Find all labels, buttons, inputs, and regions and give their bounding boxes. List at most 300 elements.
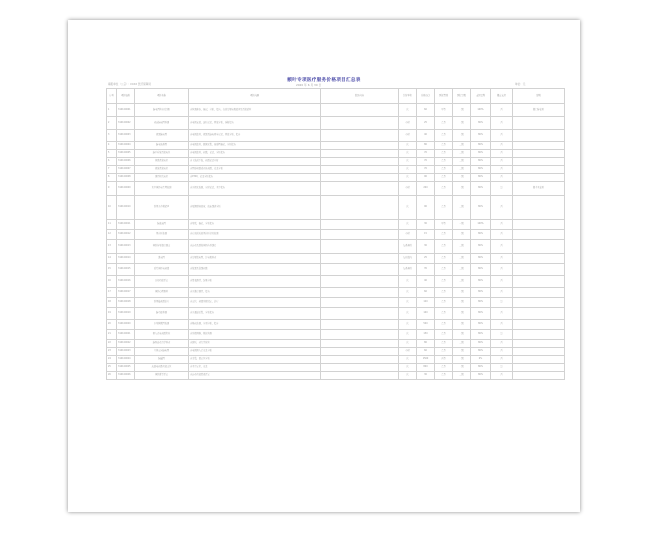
cell-price: 70	[417, 166, 435, 174]
cell-price: 60	[417, 104, 435, 117]
cell-limit: 是	[491, 330, 513, 340]
cell-unit: 次	[399, 150, 417, 158]
table-row	[107, 254, 565, 264]
cell-cat: 乙类	[435, 372, 453, 380]
cell-remark	[513, 340, 565, 348]
filing-unit: 填报单位（公章）：XXXX 医疗保障局	[108, 83, 151, 86]
cell-unit: 小时	[399, 230, 417, 240]
cell-name: 肌电图	[135, 254, 189, 264]
cell-cat: 乙类	[435, 150, 453, 158]
column-header: 限定支付	[491, 89, 513, 104]
cell-ratio: 100%	[471, 104, 491, 117]
cell-remark	[513, 308, 565, 320]
table-row	[107, 276, 565, 288]
cell-content: 含参数调整，阻抗检测	[189, 330, 321, 340]
table-row	[107, 174, 565, 182]
column-header: 医保类别	[435, 89, 453, 104]
table-row	[107, 150, 565, 158]
cell-idx: 6	[107, 158, 117, 166]
cell-content: 含术中定位，记录	[189, 364, 321, 372]
table-row	[107, 330, 565, 340]
cell-limit: 否	[491, 264, 513, 276]
cell-price: 80	[417, 340, 435, 348]
cell-code: 310100001	[117, 104, 135, 117]
cell-code: 310100017	[117, 288, 135, 298]
cell-ratio: 0%	[471, 356, 491, 364]
cell-name: 脑干听觉诱发电位	[135, 150, 189, 158]
cell-note	[321, 182, 399, 196]
cell-unit: 每块肌肉	[399, 254, 417, 264]
cell-note	[321, 320, 399, 330]
cell-grade: 三级	[453, 174, 471, 182]
column-header: 项目编码	[117, 89, 135, 104]
cell-idx: 22	[107, 340, 117, 348]
cell-unit: 次	[399, 196, 417, 220]
column-header: 医院等级	[453, 89, 471, 104]
cell-cat: 乙类	[435, 130, 453, 142]
document-date: 2020 年 6 月 30 日	[296, 83, 322, 87]
cell-code: 310100014	[117, 254, 135, 264]
cell-content: 含运动及感觉神经传导速度	[189, 240, 321, 254]
cell-ratio: 80%	[471, 298, 491, 308]
cell-name: 多导睡眠图监测	[135, 320, 189, 330]
cell-limit: 否	[491, 117, 513, 130]
cell-idx: 7	[107, 166, 117, 174]
cell-cat: 乙类	[435, 364, 453, 372]
cell-limit: 否	[491, 356, 513, 364]
cell-cat: 乙类	[435, 340, 453, 348]
cell-content: 含电极放置，数据采集，地形图描记，分析报告	[189, 142, 321, 150]
cell-cat: 乙类	[435, 308, 453, 320]
cell-remark	[513, 264, 565, 276]
cell-name: 脑功能检测	[135, 308, 189, 320]
cell-price: 90	[417, 196, 435, 220]
cell-idx: 4	[107, 142, 117, 150]
cell-price: 500	[417, 320, 435, 330]
cell-idx: 9	[107, 182, 117, 196]
cell-grade: 三级	[453, 348, 471, 356]
cell-unit: 次	[399, 298, 417, 308]
cell-unit: 次	[399, 142, 417, 150]
cell-ratio: 80%	[471, 288, 491, 298]
cell-content: 含整夜监测，分期分析，报告	[189, 320, 321, 330]
cell-name: 认知功能评定	[135, 276, 189, 288]
cell-ratio: 80%	[471, 320, 491, 330]
cell-limit: 是	[491, 298, 513, 308]
cell-note	[321, 150, 399, 158]
cell-ratio: 80%	[471, 372, 491, 380]
cell-code: 310100019	[117, 308, 135, 320]
cell-note	[321, 230, 399, 240]
cell-cat: 乙类	[435, 276, 453, 288]
table-row	[107, 308, 565, 320]
cell-content: 含常规肌电图，针电极检查	[189, 254, 321, 264]
cell-content: 含上肢或下肢，刺激记录分析	[189, 158, 321, 166]
cell-note	[321, 298, 399, 308]
cell-note	[321, 348, 399, 356]
cell-limit: 否	[491, 240, 513, 254]
table-row	[107, 117, 565, 130]
cell-idx: 10	[107, 196, 117, 220]
cell-content: 含电极安放，连续记录，回放分析，诊断报告	[189, 117, 321, 130]
cell-price: 60	[417, 288, 435, 298]
cell-name: 神经康复评定	[135, 372, 189, 380]
cell-grade: 二级	[453, 158, 471, 166]
cell-grade: 二级	[453, 340, 471, 348]
cell-cat: 乙类	[435, 254, 453, 264]
cell-idx: 11	[107, 220, 117, 230]
cell-unit: 次	[399, 158, 417, 166]
cell-unit: 次	[399, 364, 417, 372]
cell-note	[321, 264, 399, 276]
cell-name: 经颅多普勒超声	[135, 196, 189, 220]
cell-grade: 三级	[453, 330, 471, 340]
table-row	[107, 298, 565, 308]
cell-cat: 乙类	[435, 158, 453, 166]
cell-limit: 否	[491, 196, 513, 220]
cell-content: 含双侧颞窗枕窗，血流频谱分析	[189, 196, 321, 220]
cell-code: 310100016	[117, 276, 135, 288]
cell-name: 重复神经电刺激	[135, 264, 189, 276]
table-row	[107, 182, 565, 196]
column-header: 除外内容	[321, 89, 399, 104]
cell-remark	[513, 158, 565, 166]
cell-unit: 次	[399, 330, 417, 340]
cell-ratio: 80%	[471, 142, 491, 150]
cell-code: 310100021	[117, 330, 135, 340]
cell-remark	[513, 320, 565, 330]
cell-cat: 乙类	[435, 174, 453, 182]
cell-note	[321, 330, 399, 340]
cell-ratio: 80%	[471, 308, 491, 320]
column-header: 项目内涵	[189, 89, 321, 104]
cell-cat: 乙类	[435, 240, 453, 254]
cell-limit: 否	[491, 130, 513, 142]
table-row	[107, 320, 565, 330]
cell-remark	[513, 220, 565, 230]
cell-remark	[513, 166, 565, 174]
cell-remark	[513, 298, 565, 308]
document-page	[68, 20, 580, 512]
cell-idx: 25	[107, 364, 117, 372]
cell-cat: 丙类	[435, 356, 453, 364]
cell-price: 60	[417, 348, 435, 356]
cell-content: 含检测准备，描记，分析，报告。包括常规电极放置及诱发试验	[189, 104, 321, 117]
cell-name: 体感诱发电位	[135, 158, 189, 166]
cell-remark	[513, 254, 565, 264]
cell-idx: 15	[107, 264, 117, 276]
cell-grade: 二级	[453, 254, 471, 264]
cell-content: 含电极放置，视频及脑电同步记录，回放分析，报告	[189, 130, 321, 142]
cell-grade: 二级	[453, 240, 471, 254]
cell-note	[321, 196, 399, 220]
cell-code: 310100026	[117, 372, 135, 380]
cell-note	[321, 372, 399, 380]
table-row	[107, 166, 565, 174]
cell-unit: 次	[399, 276, 417, 288]
cell-grade: 三级	[453, 130, 471, 142]
cell-code: 310100007	[117, 166, 135, 174]
cell-cat: 乙类	[435, 182, 453, 196]
cell-idx: 1	[107, 104, 117, 117]
table-row	[107, 158, 565, 166]
cell-remark	[513, 230, 565, 240]
cell-cat: 乙类	[435, 298, 453, 308]
cell-code: 310100012	[117, 230, 135, 240]
cell-note	[321, 276, 399, 288]
column-header: 计价单位	[399, 89, 417, 104]
cell-idx: 21	[107, 330, 117, 340]
cell-grade: 三级	[453, 117, 471, 130]
cell-ratio: 80%	[471, 276, 491, 288]
table-header-row	[107, 89, 565, 104]
cell-remark	[513, 276, 565, 288]
table-row	[107, 372, 565, 380]
table-row	[107, 364, 565, 372]
cell-grade: 三级	[453, 364, 471, 372]
cell-limit: 否	[491, 372, 513, 380]
cell-name: 事件相关电位	[135, 174, 189, 182]
cell-unit: 次	[399, 320, 417, 330]
cell-idx: 18	[107, 298, 117, 308]
cell-content: 含低频及高频刺激	[189, 264, 321, 276]
cell-remark	[513, 288, 565, 298]
cell-limit: 否	[491, 104, 513, 117]
column-header: 序号	[107, 89, 117, 104]
cell-price: 200	[417, 182, 435, 196]
cell-name: 立体定向脑电图	[135, 348, 189, 356]
cell-unit: 次	[399, 220, 417, 230]
cell-remark	[513, 348, 565, 356]
cell-cat: 乙类	[435, 348, 453, 356]
cell-grade: 三级	[453, 308, 471, 320]
cell-code: 310100025	[117, 364, 135, 372]
cell-code: 310100004	[117, 142, 135, 150]
cell-unit: 每条神经	[399, 240, 417, 254]
cell-name: 脑电图检查(常规)	[135, 104, 189, 117]
cell-idx: 14	[107, 254, 117, 264]
cell-price: 30	[417, 372, 435, 380]
cell-name: 视觉诱发电位	[135, 166, 189, 174]
cell-cat: 乙类	[435, 330, 453, 340]
cell-idx: 8	[107, 174, 117, 182]
cell-note	[321, 166, 399, 174]
cell-cat: 乙类	[435, 264, 453, 276]
cell-code: 310100024	[117, 356, 135, 364]
cell-code: 310100009	[117, 182, 135, 196]
table-row	[107, 104, 565, 117]
cell-note	[321, 364, 399, 372]
cell-code: 310100015	[117, 264, 135, 276]
cell-content: 含多通道采集，分析报告	[189, 308, 321, 320]
cell-idx: 26	[107, 372, 117, 380]
cell-name: 视频脑电图	[135, 130, 189, 142]
cell-content: 含多模式监测，实时记录，术中报告	[189, 182, 321, 196]
cell-unit: 次	[399, 104, 417, 117]
cell-note	[321, 104, 399, 117]
cell-remark	[513, 142, 565, 150]
cell-grade: 三级	[453, 298, 471, 308]
cell-price: 35	[417, 264, 435, 276]
cell-cat: 乙类	[435, 142, 453, 150]
cell-note	[321, 158, 399, 166]
cell-unit: 次	[399, 166, 417, 174]
cell-cat: 乙类	[435, 196, 453, 220]
cell-remark	[513, 117, 565, 130]
cell-idx: 19	[107, 308, 117, 320]
table-row	[107, 220, 565, 230]
cell-note	[321, 174, 399, 182]
cell-remark	[513, 196, 565, 220]
cell-idx: 23	[107, 348, 117, 356]
cell-price: 80	[417, 142, 435, 150]
cell-unit: 次	[399, 174, 417, 182]
cell-name: 术中神经电生理监测	[135, 182, 189, 196]
cell-ratio: 80%	[471, 364, 491, 372]
cell-idx: 5	[107, 150, 117, 158]
cell-idx: 16	[107, 276, 117, 288]
cell-cat: 乙类	[435, 288, 453, 298]
page-fade	[68, 392, 580, 512]
price-table	[106, 88, 565, 380]
cell-limit: 否	[491, 308, 513, 320]
cell-limit: 是	[491, 364, 513, 372]
cell-note	[321, 340, 399, 348]
cell-idx: 13	[107, 240, 117, 254]
cell-cat: 乙类	[435, 230, 453, 240]
cell-grade: 三级	[453, 356, 471, 364]
cell-ratio: 80%	[471, 264, 491, 276]
cell-ratio: 80%	[471, 340, 491, 348]
cell-unit: 小时	[399, 182, 417, 196]
cell-ratio: 80%	[471, 348, 491, 356]
cell-name: 脑脊液动力学检查	[135, 340, 189, 348]
cell-remark: 限门诊使用	[513, 104, 565, 117]
cell-cat: 乙类	[435, 320, 453, 330]
cell-unit: 小时	[399, 348, 417, 356]
cell-content: 含图形刺激或闪光刺激，记录分析	[189, 166, 321, 174]
table-row	[107, 130, 565, 142]
cell-limit: 否	[491, 150, 513, 158]
table-row	[107, 142, 565, 150]
cell-limit: 否	[491, 142, 513, 150]
cell-limit: 否	[491, 288, 513, 298]
cell-code: 310100022	[117, 340, 135, 348]
cell-grade: 一级	[453, 220, 471, 230]
cell-code: 310100010	[117, 196, 135, 220]
cell-limit: 否	[491, 320, 513, 330]
cell-grade: 三级	[453, 230, 471, 240]
column-header: 支付比例	[471, 89, 491, 104]
cell-remark	[513, 150, 565, 158]
cell-unit: 次	[399, 372, 417, 380]
cell-remark	[513, 364, 565, 372]
cell-price: 100	[417, 308, 435, 320]
cell-code: 310100013	[117, 240, 135, 254]
cell-price: 70	[417, 150, 435, 158]
cell-code: 310100005	[117, 150, 135, 158]
cell-unit: 次	[399, 340, 417, 348]
cell-idx: 3	[107, 130, 117, 142]
cell-grade: 二级	[453, 196, 471, 220]
table-row	[107, 264, 565, 276]
cell-content: 含有创或无创颅内压持续监测	[189, 230, 321, 240]
cell-content: 含电极植入后记录分析	[189, 348, 321, 356]
cell-name: 皮层电刺激功能定位	[135, 364, 189, 372]
cell-name: 颅内压监测	[135, 230, 189, 240]
cell-unit: 次	[399, 308, 417, 320]
cell-code: 310100008	[117, 174, 135, 182]
cell-price: 40	[417, 130, 435, 142]
cell-code: 310100011	[117, 220, 135, 230]
currency-unit: 单位：元	[515, 83, 526, 86]
cell-name: 神经传导速度测定	[135, 240, 189, 254]
cell-ratio: 80%	[471, 158, 491, 166]
cell-ratio: 80%	[471, 166, 491, 174]
cell-limit: 否	[491, 158, 513, 166]
cell-remark	[513, 372, 565, 380]
cell-price: 30	[417, 220, 435, 230]
cell-unit: 小时	[399, 130, 417, 142]
cell-name: 脑血流图	[135, 220, 189, 230]
cell-name: 神经心理测验	[135, 288, 189, 298]
cell-limit: 否	[491, 174, 513, 182]
cell-cat: 乙类	[435, 166, 453, 174]
cell-grade: 二级	[453, 264, 471, 276]
cell-price: 120	[417, 298, 435, 308]
cell-remark	[513, 240, 565, 254]
cell-grade: 二级	[453, 276, 471, 288]
cell-price: 70	[417, 158, 435, 166]
table-row	[107, 348, 565, 356]
cell-unit: 小时	[399, 117, 417, 130]
cell-name: 动态脑电图检测	[135, 117, 189, 130]
cell-name: 脑磁图	[135, 356, 189, 364]
cell-code: 310100018	[117, 298, 135, 308]
cell-content: 含P300，记录分析报告	[189, 174, 321, 182]
cell-grade: 三级	[453, 182, 471, 196]
cell-note	[321, 240, 399, 254]
cell-content: 含电极放置，刺激，记录，分析报告	[189, 150, 321, 158]
cell-content: 含量表测评，结果分析	[189, 276, 321, 288]
cell-idx: 24	[107, 356, 117, 364]
cell-content: 含运动功能量表评定	[189, 372, 321, 380]
cell-unit: 每条神经	[399, 264, 417, 276]
cell-content: 含定位，刺激参数设定，治疗	[189, 298, 321, 308]
cell-ratio: 80%	[471, 254, 491, 264]
cell-grade: 二级	[453, 142, 471, 150]
cell-idx: 17	[107, 288, 117, 298]
cell-limit: 否	[491, 340, 513, 348]
cell-remark	[513, 174, 565, 182]
cell-cat: 甲类	[435, 220, 453, 230]
cell-unit: 次	[399, 356, 417, 364]
cell-price: 90	[417, 174, 435, 182]
cell-code: 310100023	[117, 348, 135, 356]
cell-idx: 2	[107, 117, 117, 130]
cell-idx: 12	[107, 230, 117, 240]
cell-ratio: 100%	[471, 220, 491, 230]
column-header: 项目名称	[135, 89, 189, 104]
cell-content: 含测压，动力学试验	[189, 340, 321, 348]
cell-limit: 否	[491, 230, 513, 240]
cell-content: 含导联，描记，分析报告	[189, 220, 321, 230]
cell-unit: 次	[399, 288, 417, 298]
cell-limit: 否	[491, 254, 513, 264]
cell-limit: 否	[491, 166, 513, 174]
cell-ratio: 80%	[471, 330, 491, 340]
cell-note	[321, 254, 399, 264]
